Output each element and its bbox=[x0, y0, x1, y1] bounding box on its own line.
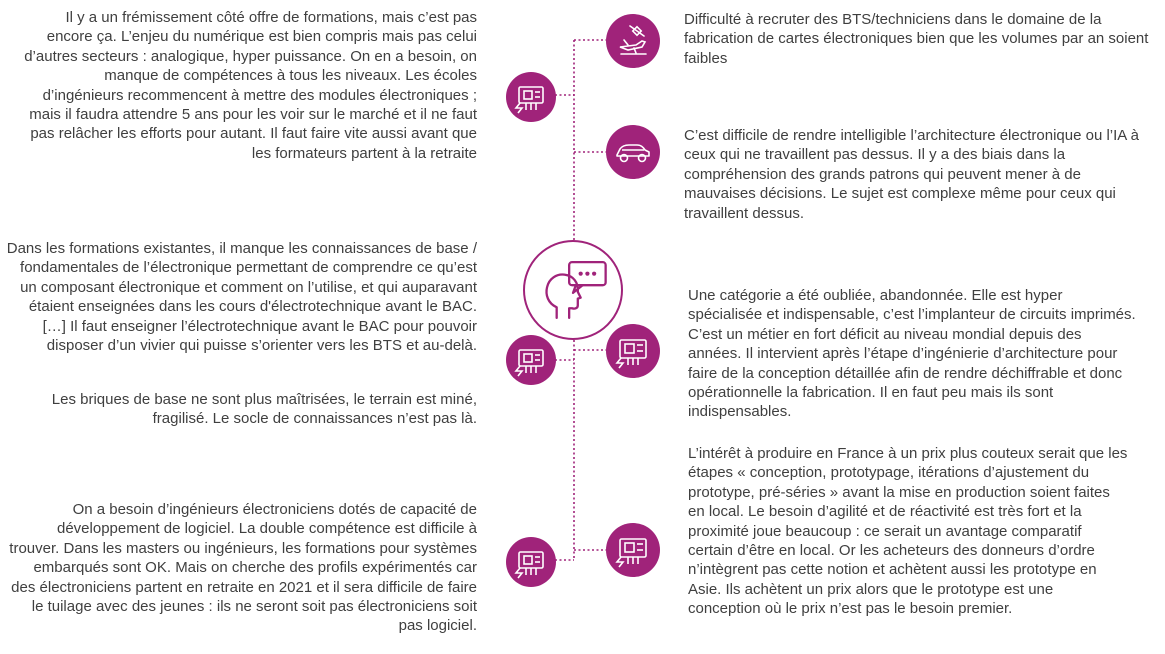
right-quote-4: L’intérêt à produire en France à un prix plus couteux serait que les étapes « conception, prototypage, itérations d’ajustement du prototype, pré-séries » avant la mise en production soient faites en local. Le besoin d’agilité et de réactivité est très fort et la proximité joue beaucoup : ce serait un avantage comparatif certain d’être en local. Or les acheteurs des donneurs d’ordre n’intègrent pas cette notion et achètent aussi les prototype en Asie. Ils achètent un prix alors que le prototype est une conception où le prix n’est pas le besoin premier. bbox=[688, 445, 1128, 618]
right-quote-2: C’est difficile de rendre intelligible l’architecture électronique ou l’IA à ceux qui ne travaillent pas dessus. Il y a des biais dans la compréhension des grands patrons qui peuvent mener à de mauvaises décisions. Le sujet est complexe même pour ceux qui travaillent dessus. bbox=[684, 127, 1139, 222]
electronics-board-icon bbox=[506, 335, 556, 385]
left-quote-3: On a besoin d’ingénieurs électroniciens dotés de capacité de développement de logiciel. La double compétence est difficile à trouver. Dans les masters ou ingénieurs, les formations pour systèmes embarqués sont OK. Mais on cherche des profils expérimentés car des électroniciens partent en retraite en 2021 et il sera difficile de faire le tuilage avec des jeunes : ils ne seront soit pas électroniciens soit pas logiciel. bbox=[9, 501, 477, 635]
electronics-board-icon bbox=[506, 537, 556, 587]
left-quote-1: Il y a un frémissement côté offre de formations, mais c’est pas encore ça. L’enjeu du numérique est bien compris mais pas celui d’autres secteurs : analogique, hyper puissance. On en a besoin, on manque de compétences à tous les niveaux. Les écoles d’ingénieurs recommencent à mettre des modules électroniques ; mais il faudra attendre 5 ans pour les voir sur le marché et il ne faut pas relâcher les efforts pour autant. Il faut faire vite aussi avant que les formateurs partent à la retraite bbox=[24, 9, 477, 162]
electronics-board-icon bbox=[606, 523, 660, 577]
aerospace-icon bbox=[606, 14, 660, 68]
electronics-board-icon bbox=[506, 72, 556, 122]
right-quote-3: Une catégorie a été oubliée, abandonnée. Elle est hyper spécialisée et indispensable, c’est l’implanteur de circuits imprimés. C’est un métier en fort déficit au niveau mondial depuis des années. Il intervient après l’étape d’ingénierie d’architecture pour faire de la conception détaillée afin de rendre déchiffrable et donc opérationnelle la fabrication. Il en faut peu mais ils sont indispensables. bbox=[688, 287, 1136, 421]
left-quote-2b: Les briques de base ne sont plus maîtrisées, le terrain est miné, fragilisé. Le socle de connaissances n’est pas là. bbox=[51, 391, 477, 428]
right-quote-1: Difficulté à recruter des BTS/techniciens dans le domaine de la fabrication de cartes électroniques bien que les volumes par an soient faibles bbox=[684, 11, 1149, 67]
left-quote-2a: Dans les formations existantes, il manque les connaissances de base / fondamentales de l’électronique permettant de comprendre ce qu’est un composant électronique et comment on l’utilise, et qui auparavant étaient enseignées dans les cours d'électrotechnique avant le BAC. […] Il faut enseigner l’électrotechnique avant le BAC pour pouvoir disposer d’un vivier qui puisse s’orienter vers les BTS et au-delà. bbox=[6, 240, 477, 355]
automotive-icon bbox=[606, 125, 660, 179]
electronics-board-icon bbox=[606, 324, 660, 378]
